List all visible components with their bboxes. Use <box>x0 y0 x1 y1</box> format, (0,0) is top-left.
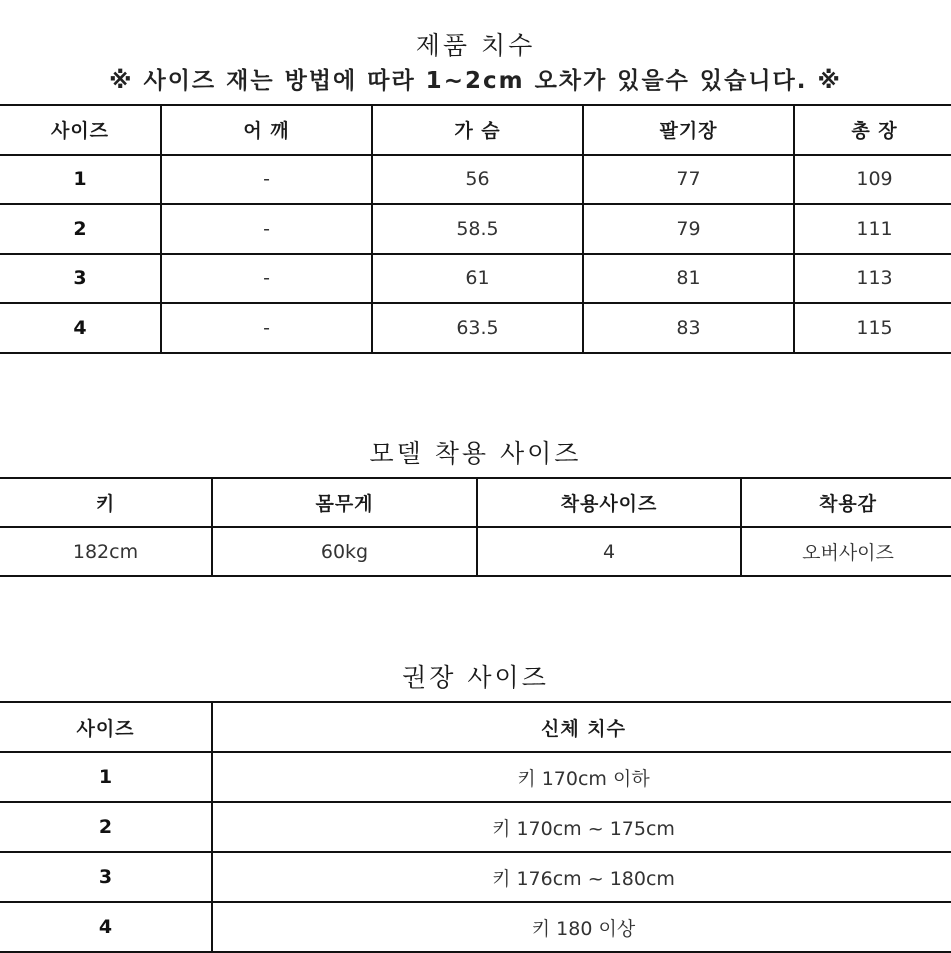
cell-size: 1 <box>0 752 212 802</box>
header-weight: 몸무게 <box>212 478 477 527</box>
table-row <box>0 852 951 902</box>
cell-size: 4 <box>0 902 212 952</box>
cell-shoulder: - <box>161 155 372 205</box>
header-worn-size: 착용사이즈 <box>477 478 741 527</box>
cell-body-measure: 키 176cm ~ 180cm <box>212 852 951 902</box>
cell-length: 109 <box>794 155 951 205</box>
cell-sleeve: 81 <box>583 254 794 304</box>
header-chest: 가 슴 <box>372 105 583 155</box>
cell-size: 2 <box>0 204 161 254</box>
cell-size: 4 <box>0 303 161 353</box>
cell-size: 3 <box>0 852 212 902</box>
table-header-row <box>0 478 951 527</box>
cell-chest: 63.5 <box>372 303 583 353</box>
cell-sleeve: 83 <box>583 303 794 353</box>
header-size: 사이즈 <box>0 105 161 155</box>
cell-body-measure: 키 180 이상 <box>212 902 951 952</box>
cell-size: 1 <box>0 155 161 205</box>
header-shoulder: 어 깨 <box>161 105 372 155</box>
table-header-row <box>0 702 951 752</box>
cell-shoulder: - <box>161 204 372 254</box>
cell-shoulder: - <box>161 303 372 353</box>
cell-length: 115 <box>794 303 951 353</box>
table-row <box>0 752 951 802</box>
model-info-title: 모델 착용 사이즈 <box>369 439 582 468</box>
size-chart-note: ※ 사이즈 재는 방법에 따라 1~2cm 오차가 있을수 있습니다. ※ <box>109 68 842 94</box>
cell-weight: 60kg <box>212 527 477 576</box>
header-body-measure: 신체 치수 <box>212 702 951 752</box>
table-row <box>0 155 951 205</box>
table-row <box>0 802 951 852</box>
cell-body-measure: 키 170cm 이하 <box>212 752 951 802</box>
recommended-table <box>0 701 951 953</box>
size-chart-title: 제품 치수 <box>415 31 536 60</box>
header-fit: 착용감 <box>741 478 951 527</box>
table-row <box>0 902 951 952</box>
recommended-title: 권장 사이즈 <box>402 663 549 692</box>
header-size: 사이즈 <box>0 702 212 752</box>
header-height: 키 <box>0 478 212 527</box>
cell-length: 113 <box>794 254 951 304</box>
cell-size: 2 <box>0 802 212 852</box>
cell-body-measure: 키 170cm ~ 175cm <box>212 802 951 852</box>
model-info-table <box>0 477 951 577</box>
cell-length: 111 <box>794 204 951 254</box>
size-chart-table <box>0 104 951 354</box>
cell-height: 182cm <box>0 527 212 576</box>
cell-sleeve: 77 <box>583 155 794 205</box>
cell-sleeve: 79 <box>583 204 794 254</box>
cell-chest: 61 <box>372 254 583 304</box>
cell-worn-size: 4 <box>477 527 741 576</box>
cell-size: 3 <box>0 254 161 304</box>
table-row <box>0 204 951 254</box>
table-row <box>0 254 951 304</box>
table-row <box>0 527 951 576</box>
header-length: 총 장 <box>794 105 951 155</box>
table-row <box>0 303 951 353</box>
cell-chest: 58.5 <box>372 204 583 254</box>
cell-shoulder: - <box>161 254 372 304</box>
cell-fit: 오버사이즈 <box>741 527 951 576</box>
table-header-row <box>0 105 951 155</box>
header-sleeve: 팔기장 <box>583 105 794 155</box>
cell-chest: 56 <box>372 155 583 205</box>
